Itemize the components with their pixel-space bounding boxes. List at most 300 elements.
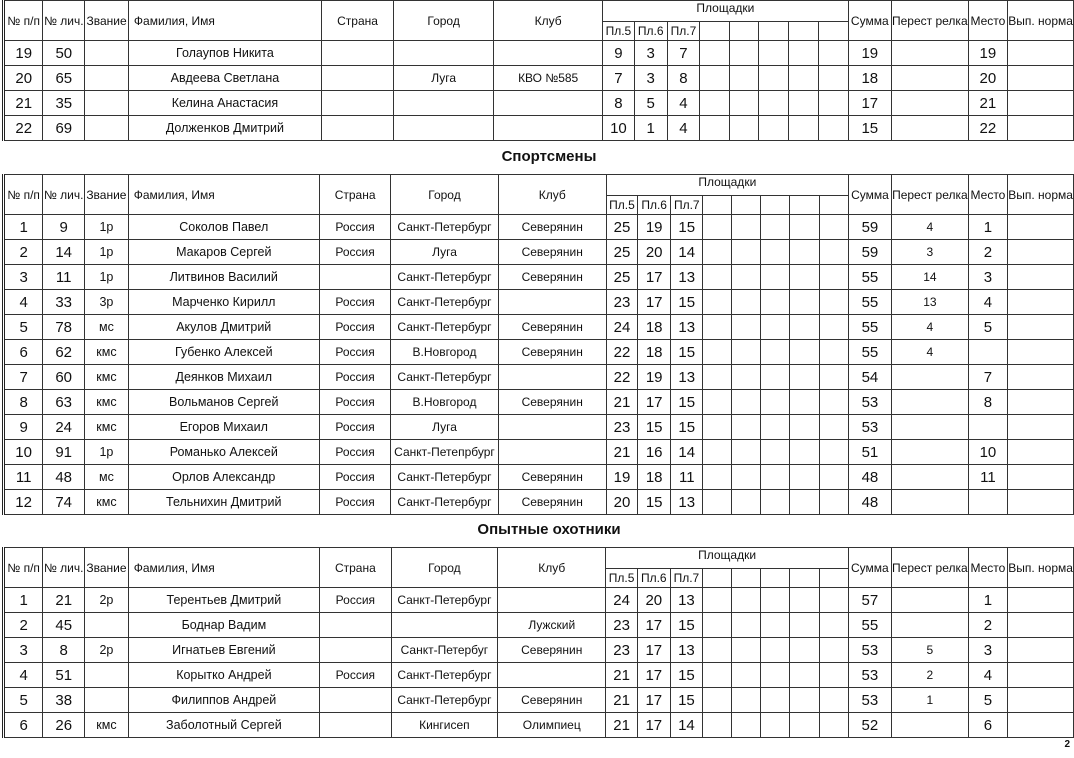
- cell-name: Долженков Дмитрий: [128, 116, 321, 141]
- cell-norm: [1008, 265, 1074, 290]
- cell-shootoff: [892, 91, 969, 116]
- cell-club: Северянин: [498, 215, 606, 240]
- cell-area-score: [819, 240, 848, 265]
- cell-area-score: [732, 490, 761, 515]
- cell-lic: 74: [43, 490, 85, 515]
- cell-norm: [1008, 315, 1074, 340]
- cell-area-score: 17: [637, 663, 670, 688]
- cell-area-score: 21: [606, 713, 637, 738]
- cell-num: 6: [4, 340, 43, 365]
- cell-area-score: [761, 490, 790, 515]
- cell-area-score: [731, 663, 760, 688]
- cell-area-score: [819, 415, 848, 440]
- cell-country: Россия: [319, 415, 391, 440]
- cell-sum: 54: [848, 365, 891, 390]
- cell-sum: 51: [848, 440, 891, 465]
- header-area-8: [819, 569, 848, 588]
- cell-sum: 53: [848, 688, 891, 713]
- cell-shootoff: [892, 390, 969, 415]
- cell-rank: [85, 66, 129, 91]
- header-place: Место: [968, 175, 1007, 215]
- cell-area-score: 17: [637, 613, 670, 638]
- header-areas: Площадки: [606, 548, 848, 569]
- cell-sum: 19: [848, 41, 891, 66]
- cell-rank: 2р: [85, 588, 129, 613]
- table-row: [4, 588, 1074, 613]
- cell-club: Лужский: [498, 613, 606, 638]
- cell-area-score: [761, 265, 790, 290]
- cell-area-score: 15: [671, 340, 703, 365]
- cell-area-score: [731, 713, 760, 738]
- header-shootoff: Перест релка: [892, 1, 969, 41]
- cell-area-score: [703, 415, 732, 440]
- cell-shootoff: 14: [892, 265, 969, 290]
- cell-shootoff: [892, 713, 969, 738]
- cell-norm: [1008, 613, 1074, 638]
- cell-area-score: [819, 490, 848, 515]
- header-rank: Звание: [85, 548, 129, 588]
- cell-area-score: 20: [638, 240, 671, 265]
- header-num: № п/п: [4, 548, 43, 588]
- cell-country: Россия: [319, 315, 391, 340]
- cell-area-score: [819, 588, 848, 613]
- cell-city: Санкт-Петербург: [391, 215, 498, 240]
- cell-area-score: 11: [671, 465, 703, 490]
- cell-area-score: 5: [634, 91, 667, 116]
- cell-area-score: 14: [671, 440, 703, 465]
- cell-shootoff: [892, 116, 969, 141]
- cell-area-score: 17: [638, 390, 671, 415]
- cell-country: [320, 638, 392, 663]
- cell-club: Северянин: [498, 240, 606, 265]
- cell-area-score: [703, 340, 732, 365]
- cell-area-score: [703, 390, 732, 415]
- cell-sum: 57: [848, 588, 891, 613]
- cell-area-score: 21: [606, 688, 637, 713]
- cell-area-score: 15: [671, 215, 703, 240]
- cell-area-score: [703, 365, 732, 390]
- cell-num: 20: [4, 66, 43, 91]
- cell-area-score: 13: [671, 490, 703, 515]
- cell-norm: [1008, 365, 1074, 390]
- cell-area-score: 17: [638, 290, 671, 315]
- cell-area-score: [760, 688, 789, 713]
- table-row: [4, 290, 1074, 315]
- cell-area-score: [760, 613, 789, 638]
- cell-area-score: 17: [637, 638, 670, 663]
- cell-city: Луга: [391, 415, 498, 440]
- cell-city: Кингисеп: [391, 713, 497, 738]
- cell-shootoff: 4: [892, 315, 969, 340]
- cell-place: 1: [968, 215, 1007, 240]
- cell-area-score: [761, 440, 790, 465]
- cell-sum: 53: [848, 663, 891, 688]
- results-table-continued: [2, 0, 1074, 141]
- cell-place: [968, 415, 1007, 440]
- cell-area-score: [703, 240, 732, 265]
- cell-area-score: 23: [606, 290, 637, 315]
- cell-area-score: [819, 265, 848, 290]
- table-row: [4, 240, 1074, 265]
- cell-norm: [1008, 91, 1074, 116]
- cell-country: [320, 688, 392, 713]
- cell-country: Россия: [319, 290, 391, 315]
- cell-area-score: [790, 415, 820, 440]
- cell-rank: 3р: [85, 290, 129, 315]
- cell-area-score: 8: [667, 66, 699, 91]
- cell-norm: [1008, 713, 1074, 738]
- cell-area-score: [731, 638, 760, 663]
- cell-city: Санкт-Петербург: [391, 315, 498, 340]
- cell-country: [321, 66, 393, 91]
- cell-area-score: 18: [638, 315, 671, 340]
- cell-city: Санкт-Петепрбург: [391, 440, 498, 465]
- cell-shootoff: 4: [892, 340, 969, 365]
- cell-area-score: [729, 66, 759, 91]
- cell-rank: 1р: [85, 240, 129, 265]
- header-norm: Вып. норма: [1008, 175, 1074, 215]
- table-row: [4, 465, 1074, 490]
- cell-name: Терентьев Дмитрий: [128, 588, 319, 613]
- cell-area-score: [732, 390, 761, 415]
- cell-num: 4: [4, 290, 43, 315]
- cell-sum: 52: [848, 713, 891, 738]
- header-area-3: Пл.7: [670, 569, 702, 588]
- header-area-2: Пл.6: [634, 22, 667, 41]
- cell-area-score: 17: [637, 713, 670, 738]
- header-area-8: [819, 196, 848, 215]
- cell-area-score: [759, 116, 789, 141]
- header-license: № лич.: [43, 548, 85, 588]
- cell-norm: [1008, 465, 1074, 490]
- cell-area-score: [790, 290, 820, 315]
- cell-norm: [1008, 340, 1074, 365]
- cell-area-score: 24: [606, 588, 637, 613]
- cell-rank: кмс: [85, 713, 129, 738]
- cell-city: [394, 41, 494, 66]
- cell-area-score: 3: [634, 41, 667, 66]
- cell-area-score: [703, 465, 732, 490]
- cell-shootoff: [892, 440, 969, 465]
- cell-area-score: [789, 638, 819, 663]
- cell-shootoff: 13: [892, 290, 969, 315]
- cell-num: 12: [4, 490, 43, 515]
- cell-area-score: 14: [671, 240, 703, 265]
- header-city: Город: [391, 175, 498, 215]
- cell-area-score: 10: [603, 116, 634, 141]
- cell-area-score: [703, 440, 732, 465]
- cell-lic: 69: [43, 116, 85, 141]
- header-city: Город: [394, 1, 494, 41]
- header-country: Страна: [320, 548, 392, 588]
- cell-sum: 59: [848, 240, 891, 265]
- cell-area-score: [761, 290, 790, 315]
- cell-norm: [1008, 116, 1074, 141]
- cell-num: 5: [4, 315, 43, 340]
- cell-city: [394, 116, 494, 141]
- cell-rank: [85, 663, 129, 688]
- cell-country: Россия: [319, 365, 391, 390]
- cell-area-score: 15: [638, 490, 671, 515]
- cell-area-score: 25: [606, 240, 637, 265]
- table-row: [4, 713, 1074, 738]
- cell-place: 10: [968, 440, 1007, 465]
- cell-place: 11: [968, 465, 1007, 490]
- cell-place: 21: [968, 91, 1008, 116]
- cell-area-score: [703, 613, 732, 638]
- cell-area-score: [790, 340, 820, 365]
- cell-lic: 48: [43, 465, 85, 490]
- header-area-5: [729, 22, 759, 41]
- cell-club: Северянин: [498, 638, 606, 663]
- header-area-5: [731, 569, 760, 588]
- cell-area-score: [788, 66, 818, 91]
- cell-num: 1: [4, 215, 43, 240]
- cell-num: 21: [4, 91, 43, 116]
- table-row: [4, 265, 1074, 290]
- cell-rank: [85, 41, 129, 66]
- cell-norm: [1008, 490, 1074, 515]
- page-number: 2: [1064, 739, 1070, 750]
- cell-rank: мс: [85, 465, 129, 490]
- header-club: Клуб: [498, 175, 606, 215]
- cell-place: 4: [968, 663, 1007, 688]
- header-area-5: [732, 196, 761, 215]
- cell-place: 22: [968, 116, 1008, 141]
- cell-lic: 24: [43, 415, 85, 440]
- cell-name: Егоров Михаил: [128, 415, 319, 440]
- cell-city: Санкт-Петербург: [391, 588, 497, 613]
- cell-num: 11: [4, 465, 43, 490]
- cell-area-score: [761, 340, 790, 365]
- cell-area-score: 15: [670, 663, 702, 688]
- cell-country: [321, 116, 393, 141]
- cell-shootoff: [892, 365, 969, 390]
- cell-num: 6: [4, 713, 43, 738]
- cell-area-score: [732, 365, 761, 390]
- cell-area-score: [819, 340, 848, 365]
- header-area-3: Пл.7: [671, 196, 703, 215]
- cell-area-score: [789, 613, 819, 638]
- cell-area-score: 13: [670, 588, 702, 613]
- cell-area-score: 4: [667, 116, 699, 141]
- header-name: Фамилия, Имя: [128, 1, 321, 41]
- cell-place: 5: [968, 688, 1007, 713]
- cell-area-score: [790, 240, 820, 265]
- cell-area-score: [790, 265, 820, 290]
- cell-country: Россия: [319, 390, 391, 415]
- cell-club: [498, 415, 606, 440]
- cell-area-score: [732, 265, 761, 290]
- results-table-sportsmen: [2, 174, 1074, 515]
- header-shootoff: Перест релка: [892, 175, 969, 215]
- cell-sum: 53: [848, 638, 891, 663]
- cell-lic: 8: [43, 638, 85, 663]
- header-area-4: [703, 569, 732, 588]
- cell-club: [498, 663, 606, 688]
- cell-area-score: [819, 66, 849, 91]
- cell-city: Луга: [394, 66, 494, 91]
- cell-area-score: [700, 41, 730, 66]
- cell-area-score: [703, 638, 732, 663]
- cell-area-score: [703, 713, 732, 738]
- cell-place: 7: [968, 365, 1007, 390]
- section-title-sportsmen: Спортсмены: [501, 148, 597, 165]
- cell-rank: мс: [85, 315, 129, 340]
- cell-area-score: 13: [671, 265, 703, 290]
- table-row: [4, 390, 1074, 415]
- cell-area-score: [703, 663, 732, 688]
- cell-lic: 9: [43, 215, 85, 240]
- cell-place: 2: [968, 613, 1007, 638]
- cell-name: Романько Алексей: [128, 440, 319, 465]
- cell-area-score: [819, 365, 848, 390]
- cell-area-score: [790, 465, 820, 490]
- cell-club: Северянин: [498, 490, 606, 515]
- header-sum: Сумма: [848, 175, 891, 215]
- header-place: Место: [968, 1, 1008, 41]
- cell-city: Санкт-Петербург: [391, 365, 498, 390]
- cell-norm: [1008, 688, 1074, 713]
- cell-area-score: [731, 613, 760, 638]
- cell-lic: 78: [43, 315, 85, 340]
- cell-area-score: [819, 440, 848, 465]
- table-row: [4, 415, 1074, 440]
- header-rank: Звание: [85, 175, 129, 215]
- cell-area-score: 19: [606, 465, 637, 490]
- header-area-2: Пл.6: [638, 196, 671, 215]
- cell-area-score: [760, 588, 789, 613]
- cell-shootoff: 4: [892, 215, 969, 240]
- cell-lic: 50: [43, 41, 85, 66]
- cell-norm: [1008, 390, 1074, 415]
- cell-area-score: [760, 638, 789, 663]
- cell-country: [319, 265, 391, 290]
- header-area-7: [788, 22, 818, 41]
- cell-lic: 35: [43, 91, 85, 116]
- cell-country: Россия: [319, 465, 391, 490]
- cell-place: 1: [968, 588, 1007, 613]
- table-row: [4, 215, 1074, 240]
- cell-area-score: [759, 66, 789, 91]
- cell-area-score: [700, 91, 730, 116]
- cell-area-score: [761, 415, 790, 440]
- cell-country: Россия: [320, 663, 392, 688]
- cell-norm: [1008, 638, 1074, 663]
- header-area-4: [700, 22, 730, 41]
- cell-place: [968, 490, 1007, 515]
- cell-area-score: [788, 116, 818, 141]
- table-row: [4, 613, 1074, 638]
- cell-area-score: 4: [667, 91, 699, 116]
- table-row: [4, 638, 1074, 663]
- cell-city: Санкт-Петербуг: [391, 638, 497, 663]
- cell-area-score: [789, 688, 819, 713]
- cell-lic: 38: [43, 688, 85, 713]
- cell-lic: 51: [43, 663, 85, 688]
- cell-area-score: [760, 663, 789, 688]
- cell-name: Вольманов Сергей: [128, 390, 319, 415]
- cell-country: Россия: [320, 588, 392, 613]
- cell-area-score: 16: [638, 440, 671, 465]
- cell-area-score: [761, 390, 790, 415]
- cell-club: Северянин: [498, 265, 606, 290]
- cell-country: Россия: [319, 240, 391, 265]
- cell-area-score: 15: [638, 415, 671, 440]
- header-area-7: [790, 196, 820, 215]
- header-area-4: [703, 196, 732, 215]
- cell-norm: [1008, 215, 1074, 240]
- cell-area-score: [732, 440, 761, 465]
- cell-place: 6: [968, 713, 1007, 738]
- cell-country: [320, 713, 392, 738]
- cell-country: Россия: [319, 440, 391, 465]
- cell-name: Авдеева Светлана: [128, 66, 321, 91]
- header-place: Место: [968, 548, 1007, 588]
- header-area-8: [819, 22, 849, 41]
- cell-area-score: 23: [606, 415, 637, 440]
- cell-area-score: 18: [638, 465, 671, 490]
- cell-area-score: 15: [671, 390, 703, 415]
- cell-area-score: [760, 713, 789, 738]
- cell-club: Северянин: [498, 315, 606, 340]
- cell-city: Санкт-Петербург: [391, 465, 498, 490]
- cell-city: [391, 613, 497, 638]
- cell-club: [498, 365, 606, 390]
- header-shootoff: Перест релка: [892, 548, 969, 588]
- cell-name: Тельнихин Дмитрий: [128, 490, 319, 515]
- cell-shootoff: 3: [892, 240, 969, 265]
- cell-area-score: [790, 390, 820, 415]
- cell-club: Северянин: [498, 340, 606, 365]
- cell-place: 5: [968, 315, 1007, 340]
- cell-place: 19: [968, 41, 1008, 66]
- table-row: [4, 116, 1074, 141]
- cell-name: Губенко Алексей: [128, 340, 319, 365]
- cell-area-score: [819, 215, 848, 240]
- table-row: [4, 315, 1074, 340]
- cell-rank: 1р: [85, 215, 129, 240]
- cell-rank: 2р: [85, 638, 129, 663]
- cell-area-score: [790, 215, 820, 240]
- cell-area-score: 19: [638, 215, 671, 240]
- cell-name: Игнатьев Евгений: [128, 638, 319, 663]
- cell-rank: [85, 613, 129, 638]
- header-city: Город: [391, 548, 497, 588]
- cell-club: Северянин: [498, 688, 606, 713]
- cell-name: Макаров Сергей: [128, 240, 319, 265]
- cell-area-score: [729, 41, 759, 66]
- cell-rank: кмс: [85, 490, 129, 515]
- cell-name: Деянков Михаил: [128, 365, 319, 390]
- header-country: Страна: [321, 1, 393, 41]
- header-area-3: Пл.7: [667, 22, 699, 41]
- cell-area-score: [790, 440, 820, 465]
- cell-area-score: 17: [638, 265, 671, 290]
- cell-club: [494, 91, 603, 116]
- cell-area-score: [819, 290, 848, 315]
- cell-shootoff: 1: [892, 688, 969, 713]
- cell-area-score: [732, 315, 761, 340]
- cell-club: [498, 440, 606, 465]
- cell-area-score: [732, 240, 761, 265]
- cell-rank: кмс: [85, 340, 129, 365]
- cell-norm: [1008, 290, 1074, 315]
- cell-sum: 55: [848, 315, 891, 340]
- table-row: [4, 440, 1074, 465]
- cell-area-score: [759, 91, 789, 116]
- cell-num: 2: [4, 240, 43, 265]
